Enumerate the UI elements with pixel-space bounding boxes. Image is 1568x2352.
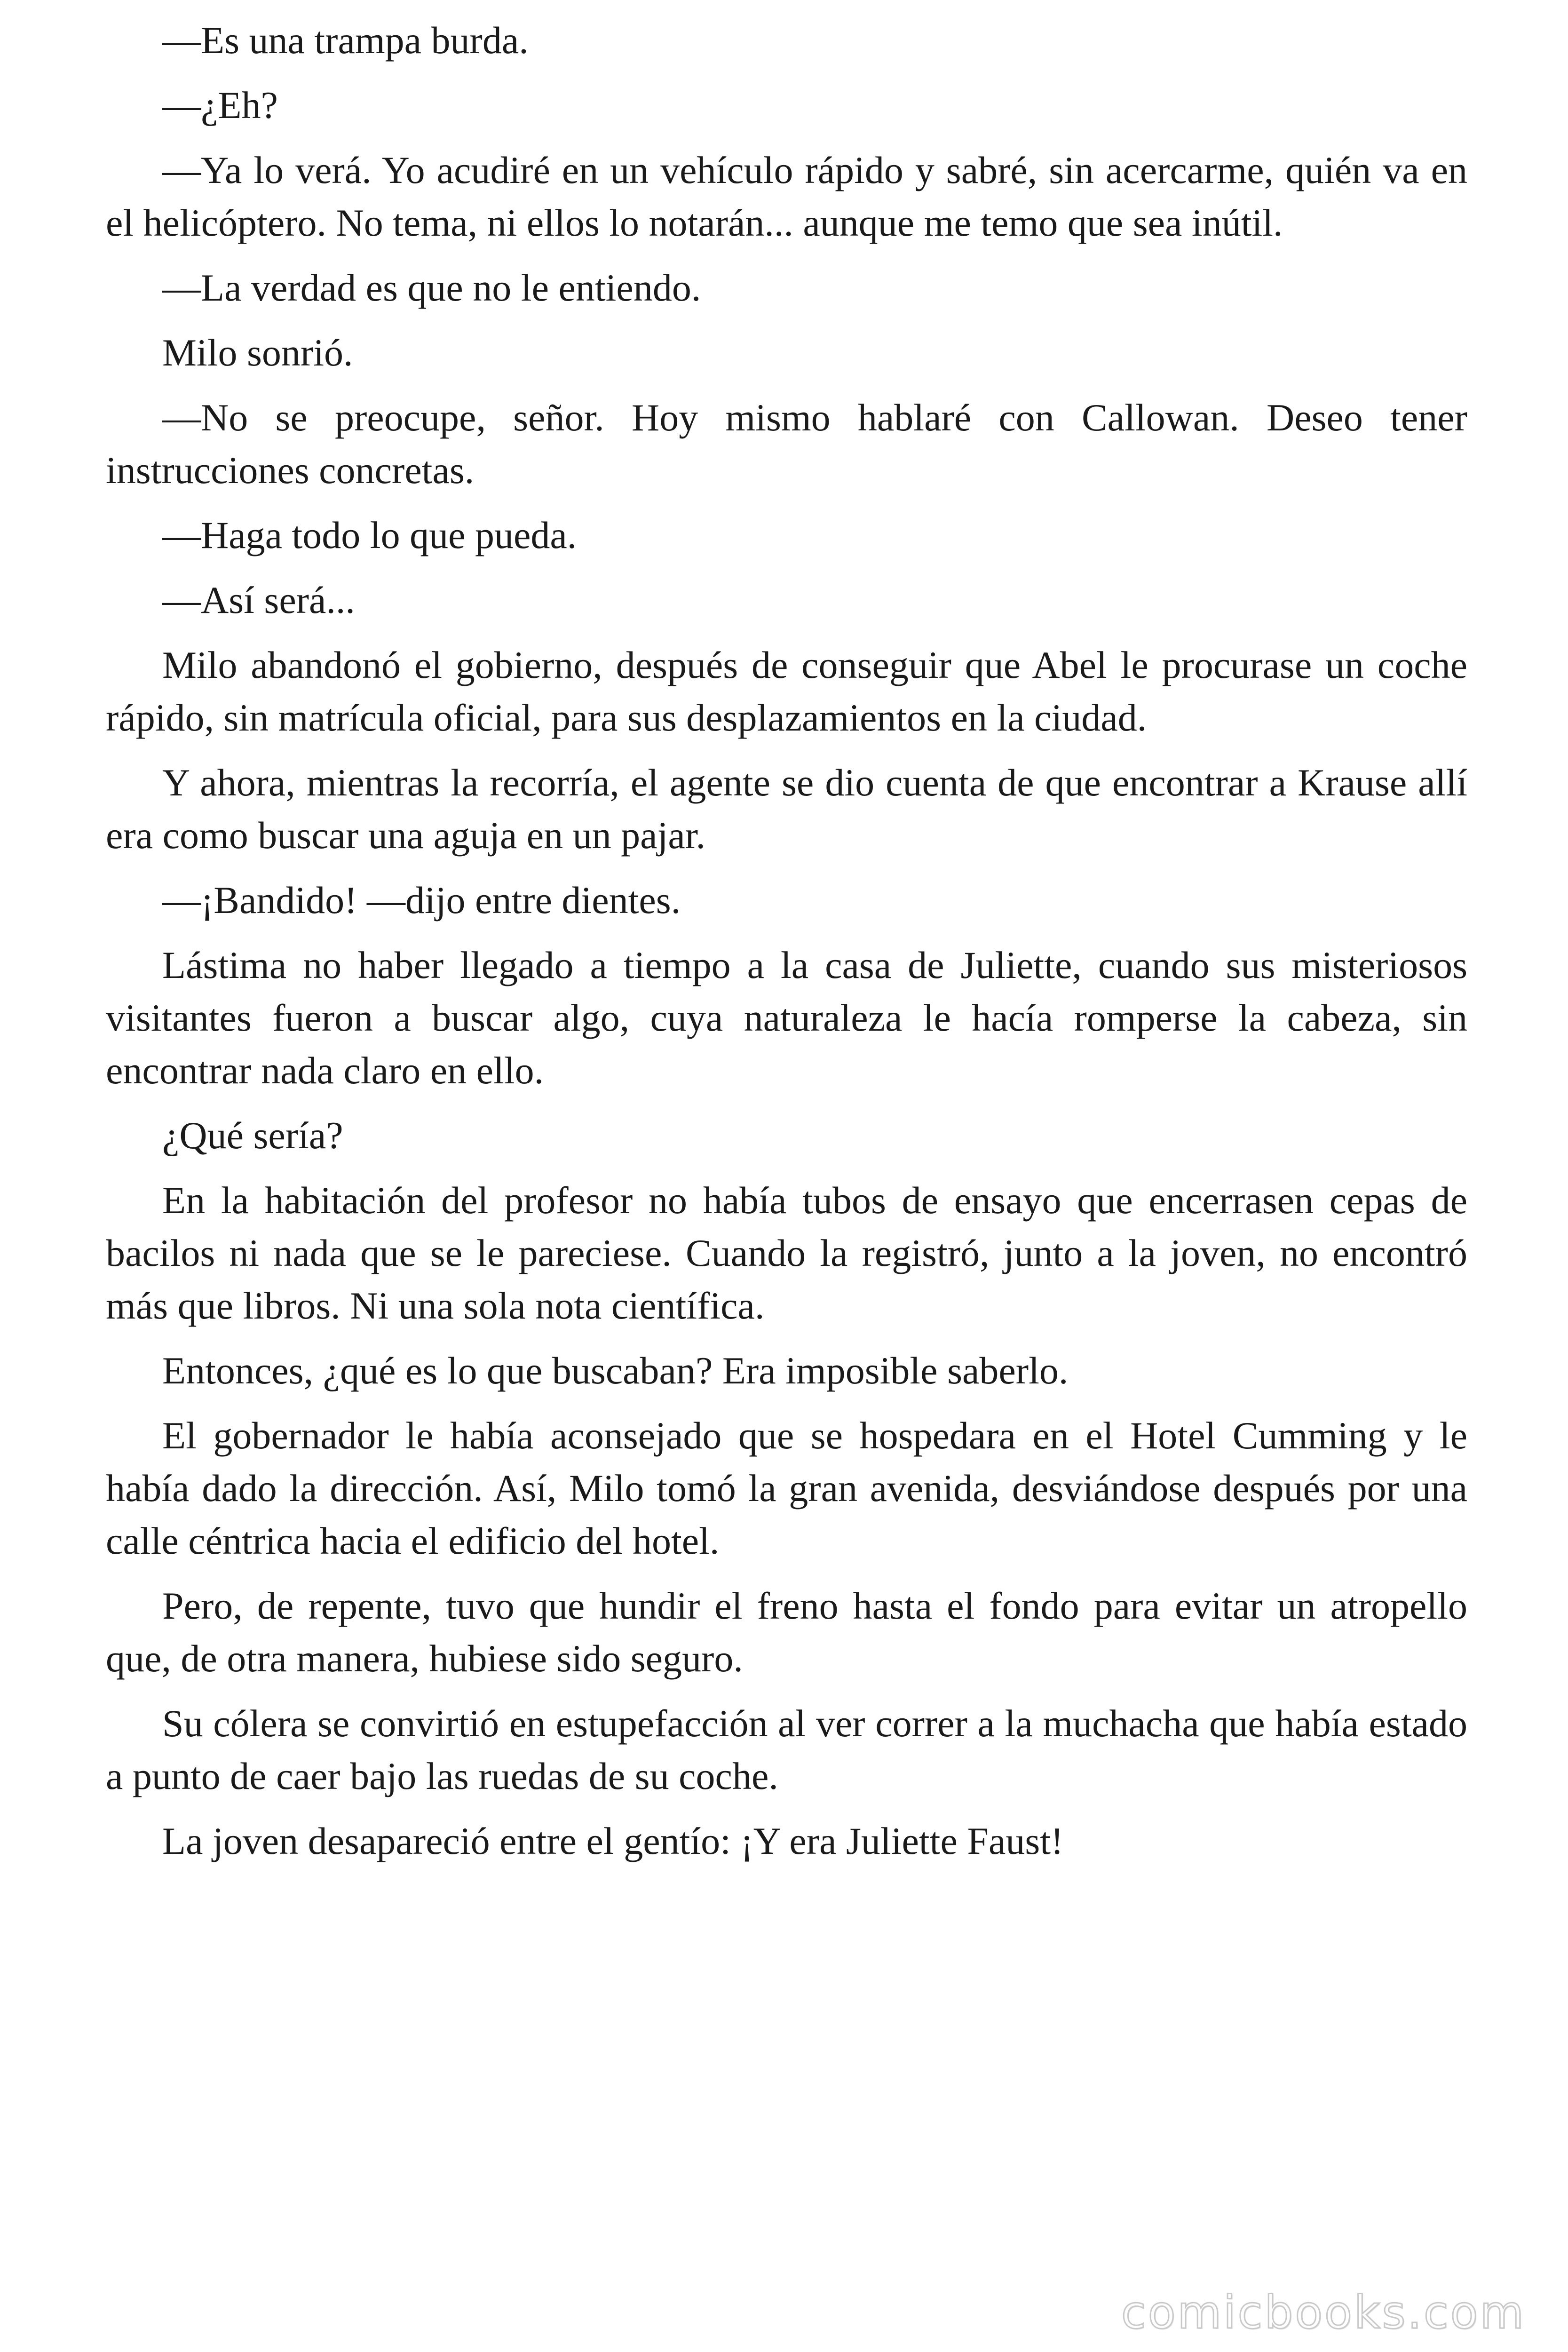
paragraph: —Así será...: [162, 579, 355, 621]
paragraph: La joven desapareció entre el gentío: ¡Y era Juliette Faust!: [162, 1820, 1064, 1862]
paragraph: Milo sonrió.: [162, 331, 353, 374]
paragraph: —Haga todo lo que pueda.: [162, 514, 577, 556]
paragraph: En la habitación del profesor no había tubos de ensayo que encerrasen cepas de bacilos ni nada que se le pareciese. Cuando la registró, junto a la joven, no encontró más que libros. Ni una sola nota científica.: [106, 1179, 1467, 1327]
paragraph: —¡Bandido! —dijo entre dientes.: [162, 879, 681, 922]
watermark: comicbooks.com: [1121, 2286, 1526, 2339]
paragraph: Milo abandonó el gobierno, después de conseguir que Abel le procurase un coche rápido, sin matrícula oficial, para sus desplazamientos en la ciudad.: [106, 644, 1467, 739]
paragraph: —¿Eh?: [162, 84, 278, 127]
paragraph: —Ya lo verá. Yo acudiré en un vehículo rápido y sabré, sin acercarme, quién va en el helicóptero. No tema, ni ellos lo notarán... aunque me temo que sea inútil.: [106, 149, 1467, 244]
paragraph: Lástima no haber llegado a tiempo a la casa de Juliette, cuando sus misteriosos visitantes fueron a buscar algo, cuya naturaleza le hacía romperse la cabeza, sin encontrar nada claro en ello.: [106, 944, 1467, 1092]
body-text: [106, 14, 1467, 1880]
paragraph: Su cólera se convirtió en estupefacción al ver correr a la muchacha que había estado a punto de caer bajo las ruedas de su coche.: [106, 1702, 1467, 1797]
paragraph: El gobernador le había aconsejado que se hospedara en el Hotel Cumming y le había dado la dirección. Así, Milo tomó la gran avenida, desviándose después por una calle céntrica hacia el edificio del hotel.: [106, 1414, 1467, 1562]
paragraph: —La verdad es que no le entiendo.: [162, 266, 701, 309]
paragraph: —Es una trampa burda.: [162, 19, 529, 62]
paragraph: Entonces, ¿qué es lo que buscaban? Era imposible saberlo.: [162, 1349, 1069, 1392]
paragraph: ¿Qué sería?: [162, 1114, 343, 1157]
paragraph: Y ahora, mientras la recorría, el agente se dio cuenta de que encontrar a Krause allí era como buscar una aguja en un pajar.: [106, 761, 1467, 857]
paragraph: —No se preocupe, señor. Hoy mismo hablaré con Callowan. Deseo tener instrucciones concretas.: [106, 396, 1467, 492]
paragraph: Pero, de repente, tuvo que hundir el freno hasta el fondo para evitar un atropello que, de otra manera, hubiese sido seguro.: [106, 1584, 1467, 1680]
